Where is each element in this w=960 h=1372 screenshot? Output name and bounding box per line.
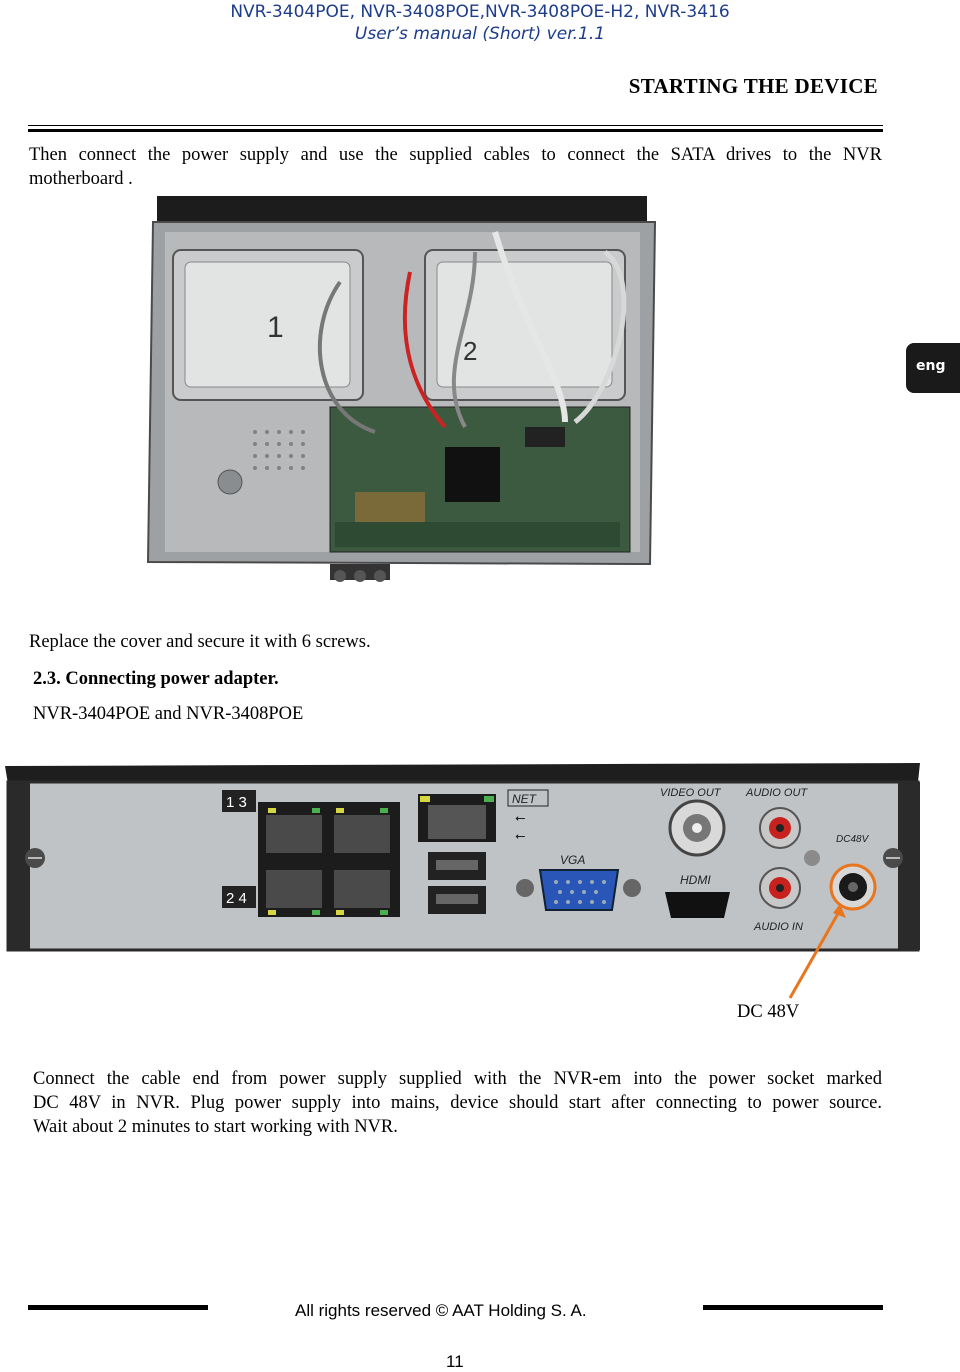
hdmi-label: HDMI [680,873,711,887]
dc-callout-label: DC 48V [737,1002,800,1022]
nvr-internal-photo [145,192,660,587]
dc48v-panel-label: DC48V [836,834,869,845]
footer-rule-right [703,1305,883,1310]
connect-para-line-3: Wait about 2 minutes to start working with NVR. [33,1117,398,1137]
footer-copyright: All rights reserved © AAT Holding S. A. [295,1301,587,1320]
connect-para-line-2: DC 48V in NVR. Plug power supply into mains, device should start after connecting to power source. [33,1093,882,1113]
drive-1-label: 1 [267,311,284,344]
header-rule-thin [28,125,883,126]
model-line: NVR-3404POE and NVR-3408POE [33,704,304,724]
connect-para-line-1: Connect the cable end from power supply supplied with the NVR-em into the power socket marked [33,1069,882,1089]
subsection-heading: 2.3. Connecting power adapter. [33,669,279,689]
net-label: NET [512,792,536,806]
drive-2-label: 2 [463,336,478,366]
page-number: 11 [446,1352,464,1371]
section-title: STARTING THE DEVICE [628,74,878,98]
intro-line-1: Then connect the power supply and use the supplied cables to connect the SATA drives to the NVR [29,145,882,165]
intro-line-2: motherboard . [29,169,133,189]
header-rule-thick [28,129,883,132]
audio-out-label: AUDIO OUT [746,787,808,799]
audio-in-label: AUDIO IN [754,921,803,933]
language-tab-label: eng [916,358,946,374]
header-manual-version: User’s manual (Short) ver.1.1 [354,24,606,44]
port-group-top-label: 1 3 [226,794,247,811]
nvr-rear-panel-photo [0,760,960,1030]
replace-cover-text: Replace the cover and secure it with 6 screws. [29,632,371,652]
video-out-label: VIDEO OUT [660,787,721,799]
usb-icon-1: ⭠ [515,810,526,825]
header-models: NVR-3404POE, NVR-3408POE,NVR-3408POE-H2, NVR-3416 [230,2,730,22]
port-group-bottom-label: 2 4 [226,890,247,907]
footer-rule-left [28,1305,208,1310]
usb-icon-2: ⭠ [515,828,526,843]
vga-label: VGA [560,853,586,867]
language-tab[interactable] [906,343,960,393]
